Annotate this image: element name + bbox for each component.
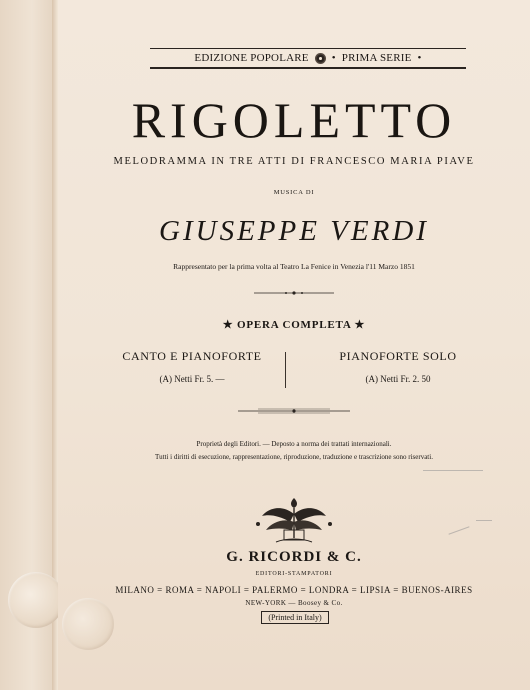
pencil-mark xyxy=(423,470,483,471)
series-name: PRIMA SERIE xyxy=(341,52,412,64)
edition-label: PIANOFORTE SOLO xyxy=(339,349,457,363)
series-banner xyxy=(150,48,466,69)
series-separator: • xyxy=(417,52,422,64)
rosette-icon xyxy=(315,53,326,64)
opera-completa-heading: ★ OPERA COMPLETA ★ xyxy=(222,319,366,331)
title-page xyxy=(58,0,530,690)
blind-stamp xyxy=(8,572,64,628)
pencil-mark xyxy=(476,520,492,521)
printed-in-italy-box: (Printed in Italy) xyxy=(261,611,329,624)
rights-notice: Tutti i diritti di esecuzione, rappresentazione, riproduzione, traduzione e trascrizione sono riservati. xyxy=(155,453,433,461)
ornament-rule xyxy=(58,288,530,298)
pencil-mark xyxy=(448,526,469,534)
ornament-rule xyxy=(58,406,530,416)
edition-pianoforte-solo xyxy=(298,349,498,384)
edition-price: (A) Netti Fr. 2. 50 xyxy=(365,374,431,384)
column-divider xyxy=(285,352,286,388)
edition-price: (A) Netti Fr. 5. — xyxy=(159,374,225,384)
publisher-name: G. RICORDI & C. xyxy=(226,549,362,565)
premiere-note: Rappresentato per la prima volta al Teatro La Fenice in Venezia l'11 Marzo 1851 xyxy=(173,262,415,271)
publisher-role: EDITORI-STAMPATORI xyxy=(255,571,333,577)
composer-name: GIUSEPPE VERDI xyxy=(159,215,429,247)
series-edition: EDIZIONE POPOLARE xyxy=(194,52,309,64)
ricordi-crest-icon xyxy=(246,494,342,546)
edition-label: CANTO E PIANOFORTE xyxy=(122,349,262,363)
binding-spine xyxy=(0,0,59,690)
publisher-cities: MILANO = ROMA = NAPOLI = PALERMO = LONDRA = LIPSIA = BUENOS-AIRES xyxy=(115,585,473,595)
edition-canto-pianoforte xyxy=(92,349,292,384)
series-separator: • xyxy=(331,52,336,64)
publisher-newyork: NEW-YORK — Boosey & Co. xyxy=(245,599,343,607)
musica-di-label: MUSICA DI xyxy=(273,189,315,196)
subtitle: MELODRAMMA IN TRE ATTI DI FRANCESCO MARIA PIAVE xyxy=(113,156,475,167)
page-title: RIGOLETTO xyxy=(131,92,457,148)
rights-notice: Proprietà degli Editori. — Deposto a norma dei trattati internazionali. xyxy=(196,440,392,448)
